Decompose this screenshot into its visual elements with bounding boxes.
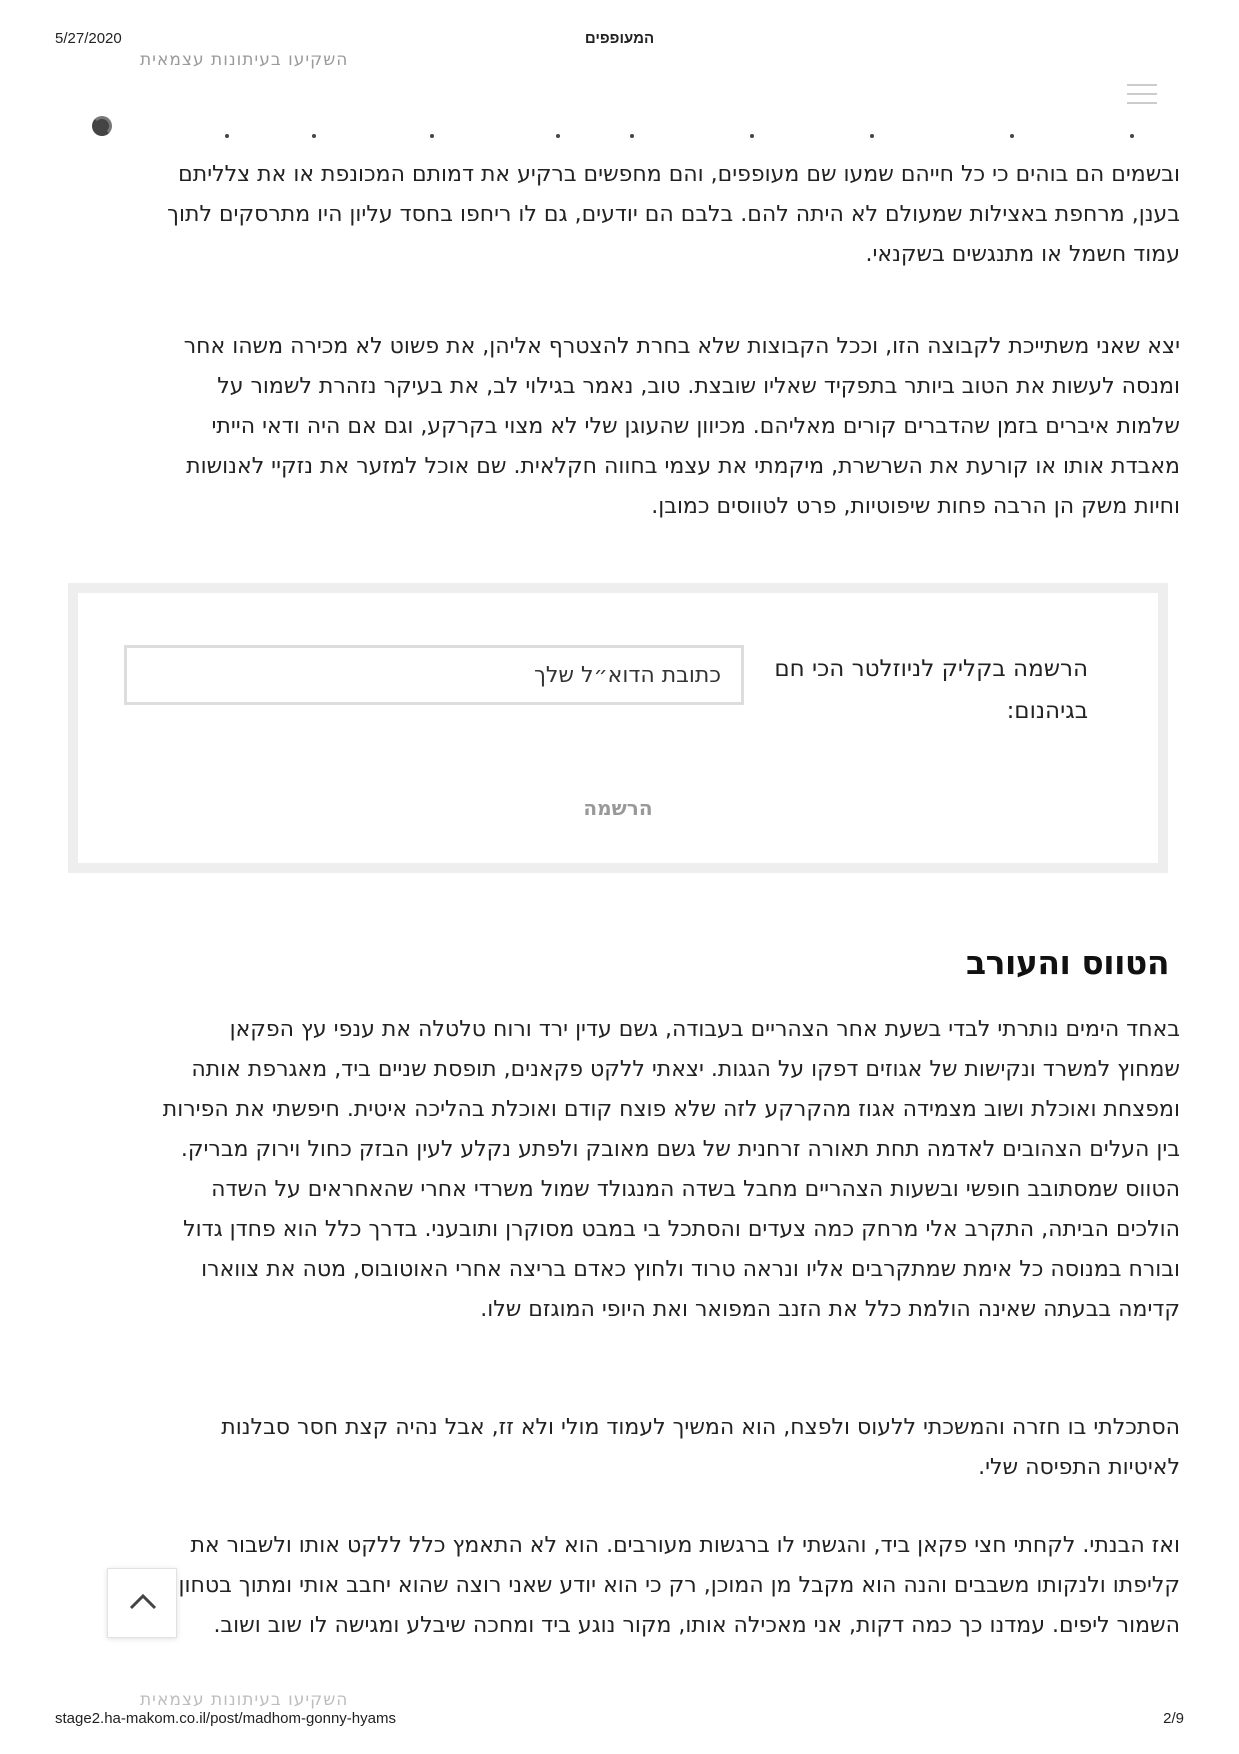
- paragraph-line: הולכים הביתה, התקרב אלי מרחק כמה צעדים והסתכל בי במבט מסוקרן ותובעני. בדרך כלל הוא פחדן גדול: [183, 1217, 1180, 1242]
- article-paragraph: [70, 1526, 1180, 1646]
- paragraph-line: קליפתו ולנקותו משבבים והנה הוא מקבל מן המוכן, רק כי הוא יודע שאני רוצה שהוא יחבב אותי ומתוך בטחון: [178, 1573, 1180, 1598]
- paragraph-line: לאיטיות התפיסה שלי.: [978, 1455, 1180, 1480]
- print-header: [0, 30, 1239, 52]
- paragraph-line: בענן, מרחפת באצילות שמעולם לא היתה להם. בלבם הם יודעים, גם לו ריחפו בחסד עליון היו מתרסקים לתוך: [167, 202, 1180, 227]
- article-paragraph: [70, 155, 1180, 275]
- paragraph-line: הסתכלתי בו חזרה והמשכתי ללעוס ולפצח, הוא המשיך לעמוד מולי ולא זז, אבל נהיה קצת חסר סבלנות: [221, 1415, 1180, 1440]
- paragraph-line: עמוד חשמל או מתנגשים בשקנאי.: [865, 242, 1180, 267]
- invest-banner-text-bottom: השקיעו בעיתונות עצמאית: [140, 1690, 349, 1710]
- paragraph-line: מאבדת אותו או קורעת את השרשרת, מיקמתי את עצמי בחווה חקלאית. שם אוכל למזער את נזקיי לאנושות: [186, 454, 1180, 479]
- newsletter-label: הרשמה בקליק לניוזלטר הכי חם בגיהנום:: [774, 656, 1088, 724]
- paragraph-line: ומנסה לעשות את הטוב ביותר בתפקיד שאליו שובצת. טוב, נאמר בגילוי לב, את בעיקר נזהרת לשמור על: [217, 374, 1180, 399]
- paragraph-line: קדימה בבעתה שאינה הולמת כלל את הזנב המפואר ואת היופי המוגזם שלו.: [480, 1297, 1180, 1322]
- paragraph-line: שמחוץ למשרד ונקישות של אגוזים דפקו על הגגות. יצאתי ללקט פקאנים, תופסת שניים ביד, מאגרפת אותה: [191, 1057, 1180, 1082]
- print-footer: [0, 1710, 1239, 1732]
- email-input[interactable]: [124, 645, 744, 705]
- section-title: הטווס והעורב: [966, 943, 1169, 982]
- print-title: המעופפים: [584, 30, 655, 47]
- newsletter-signup-box: [68, 583, 1168, 873]
- signup-button[interactable]: הרשמה: [558, 788, 678, 828]
- paragraph-line: בין העלים הצהובים לאדמה תחת תאורה זרחנית של גשם מאובק ולפתע נקלע לעין הבזק כחול וירוק מבריק.: [180, 1137, 1180, 1162]
- article-paragraph: [70, 1010, 1180, 1330]
- print-url: stage2.ha-makom.co.il/post/madhom-gonny-hyams: [55, 1710, 396, 1727]
- paragraph-line: באחד הימים נותרתי לבדי בשעת אחר הצהריים בעבודה, גשם עדין ירד ורוח טלטלה את ענפי עץ הפקאן: [229, 1017, 1180, 1042]
- paragraph-line: ומפצחת ואוכלת ושוב מצמידה אגוז מהקרקע לזה שלא פוצח קודם ואוכלת בהליכה איטית. חיפשתי את הפירות: [162, 1097, 1180, 1122]
- chevron-up-icon: [128, 1591, 158, 1611]
- print-date: 5/27/2020: [55, 30, 122, 47]
- paragraph-line: ובשמים הם בוהים כי כל חייהם שמעו שם מעופפים, והם מחפשים ברקיע את דמותם המכונפת או את צלליתם: [178, 162, 1180, 187]
- article-paragraph: [70, 327, 1180, 527]
- invest-banner-text: השקיעו בעיתונות עצמאית: [140, 50, 349, 70]
- hamburger-icon[interactable]: [1127, 84, 1157, 106]
- paragraph-line: יצא שאני משתייכת לקבוצה הזו, וככל הקבוצות שלא בחרת להצטרף אליהן, את פשוט לא מכירה משהו אחר: [183, 334, 1180, 359]
- cut-off-text-line: [90, 116, 1160, 146]
- article-paragraph: [70, 1408, 1180, 1488]
- print-page-number: 2/9: [1163, 1710, 1184, 1727]
- paragraph-line: הטווס שמסתובב חופשי ובשעות הצהריים מחבל בשדה המנגולד שמול משרדי אחרי שהאחראים על השדה: [211, 1177, 1180, 1202]
- scroll-to-top-button[interactable]: [107, 1568, 177, 1638]
- paragraph-line: ואז הבנתי. לקחתי חצי פקאן ביד, והגשתי לו ברגשות מעורבים. הוא לא התאמץ כלל ללקט אותו ולשבור את: [190, 1533, 1180, 1558]
- paragraph-line: השמור ליפים. עמדנו כך כמה דקות, אני מאכילה אותו, מקור נוגע ביד ומחכה שיבלע ומגישה לו שוב ושוב.: [213, 1613, 1180, 1638]
- paragraph-line: וחיות משק הן הרבה פחות שיפוטיות, פרט לטווסים כמובן.: [651, 494, 1180, 519]
- paragraph-line: שלמות איברים בזמן שהדברים קורים מאליהם. מכיוון שהעוגן שלי לא מצוי בקרקע, וגם אם היה ודאי הייתי: [211, 414, 1180, 439]
- paragraph-line: ובורח במנוסה כל אימת שמתקרבים אליו ונראה טרוד ולחוץ כאדם בריצה אחרי האוטובוס, מטה את צווארו: [201, 1257, 1180, 1282]
